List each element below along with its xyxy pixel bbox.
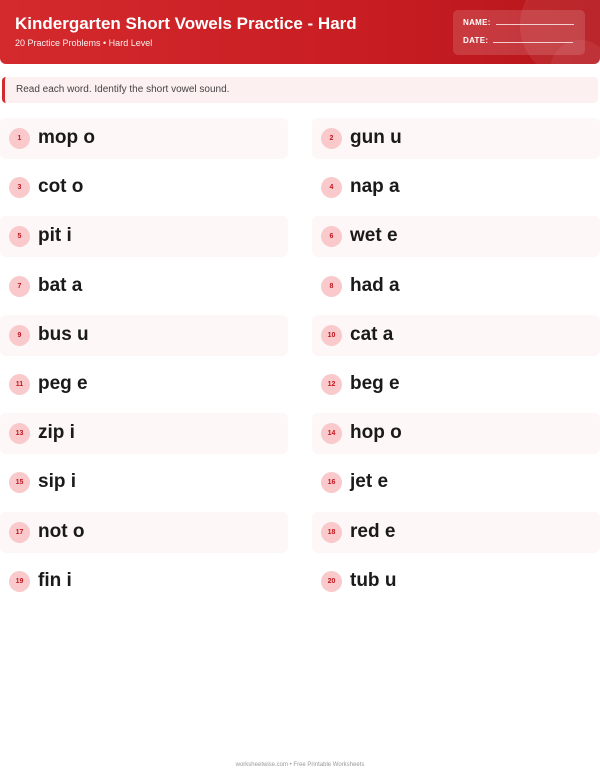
- problem-item: [312, 216, 600, 257]
- problem-item: [0, 561, 288, 602]
- problem-item: [0, 413, 288, 454]
- worksheet-title: Kindergarten Short Vowels Practice - Hard: [15, 14, 357, 33]
- problem-word: fin i: [38, 570, 72, 591]
- problem-item: [312, 364, 600, 405]
- worksheet-subtitle: 20 Practice Problems • Hard Level: [15, 38, 153, 48]
- problem-word: nap a: [350, 176, 400, 197]
- problem-item: [312, 512, 600, 553]
- problem-word: mop o: [38, 127, 95, 148]
- date-label: DATE:: [463, 36, 489, 45]
- problem-number-badge: 14: [321, 423, 342, 444]
- problem-number-badge: 12: [321, 374, 342, 395]
- problem-number-badge: 11: [9, 374, 30, 395]
- date-field[interactable]: [463, 36, 573, 45]
- problem-number-badge: 2: [321, 128, 342, 149]
- problem-item: [312, 167, 600, 208]
- problem-number-badge: 6: [321, 226, 342, 247]
- problem-item: [0, 315, 288, 356]
- footer-text: worksheetwise.com • Free Printable Worksheets: [235, 762, 365, 768]
- problem-number-badge: 20: [321, 571, 342, 592]
- problem-word: cat a: [350, 324, 394, 345]
- problem-number-badge: 7: [9, 276, 30, 297]
- name-date-box: [453, 10, 585, 55]
- problem-word: sip i: [38, 471, 77, 492]
- problem-item: [312, 266, 600, 307]
- problem-word: pit i: [38, 225, 72, 246]
- instructions-box: Read each word. Identify the short vowel sound.: [2, 77, 598, 103]
- problem-number-badge: 3: [9, 177, 30, 198]
- problem-word: peg e: [38, 373, 88, 394]
- problem-number-badge: 4: [321, 177, 342, 198]
- problem-number-badge: 1: [9, 128, 30, 149]
- problem-item: [0, 462, 288, 503]
- problem-word: beg e: [350, 373, 400, 394]
- problem-number-badge: 9: [9, 325, 30, 346]
- problem-item: [312, 315, 600, 356]
- problem-item: [0, 167, 288, 208]
- problem-word: bat a: [38, 275, 83, 296]
- problem-item: [0, 266, 288, 307]
- problem-word: bus u: [38, 324, 89, 345]
- problem-word: hop o: [350, 422, 402, 443]
- problem-item: [312, 561, 600, 602]
- name-line[interactable]: [496, 24, 574, 25]
- problem-word: wet e: [350, 225, 398, 246]
- problem-item: [0, 364, 288, 405]
- problem-number-badge: 19: [9, 571, 30, 592]
- problem-word: cot o: [38, 176, 84, 197]
- problem-word: not o: [38, 521, 85, 542]
- name-label: NAME:: [463, 18, 491, 27]
- worksheet-header: [0, 0, 600, 64]
- problem-item: [312, 118, 600, 159]
- problem-item: [312, 413, 600, 454]
- problem-item: [0, 118, 288, 159]
- problem-number-badge: 13: [9, 423, 30, 444]
- problem-item: [0, 216, 288, 257]
- problem-number-badge: 16: [321, 472, 342, 493]
- problem-number-badge: 15: [9, 472, 30, 493]
- problem-item: [312, 462, 600, 503]
- problem-number-badge: 17: [9, 522, 30, 543]
- problem-number-badge: 5: [9, 226, 30, 247]
- problem-number-badge: 8: [321, 276, 342, 297]
- date-line[interactable]: [493, 42, 573, 43]
- problem-number-badge: 18: [321, 522, 342, 543]
- problem-word: jet e: [350, 471, 389, 492]
- problem-word: red e: [350, 521, 396, 542]
- problem-word: zip i: [38, 422, 75, 443]
- problem-word: had a: [350, 275, 400, 296]
- problem-number-badge: 10: [321, 325, 342, 346]
- problem-word: gun u: [350, 127, 402, 148]
- problem-word: tub u: [350, 570, 397, 591]
- name-field[interactable]: [463, 18, 574, 27]
- problem-item: [0, 512, 288, 553]
